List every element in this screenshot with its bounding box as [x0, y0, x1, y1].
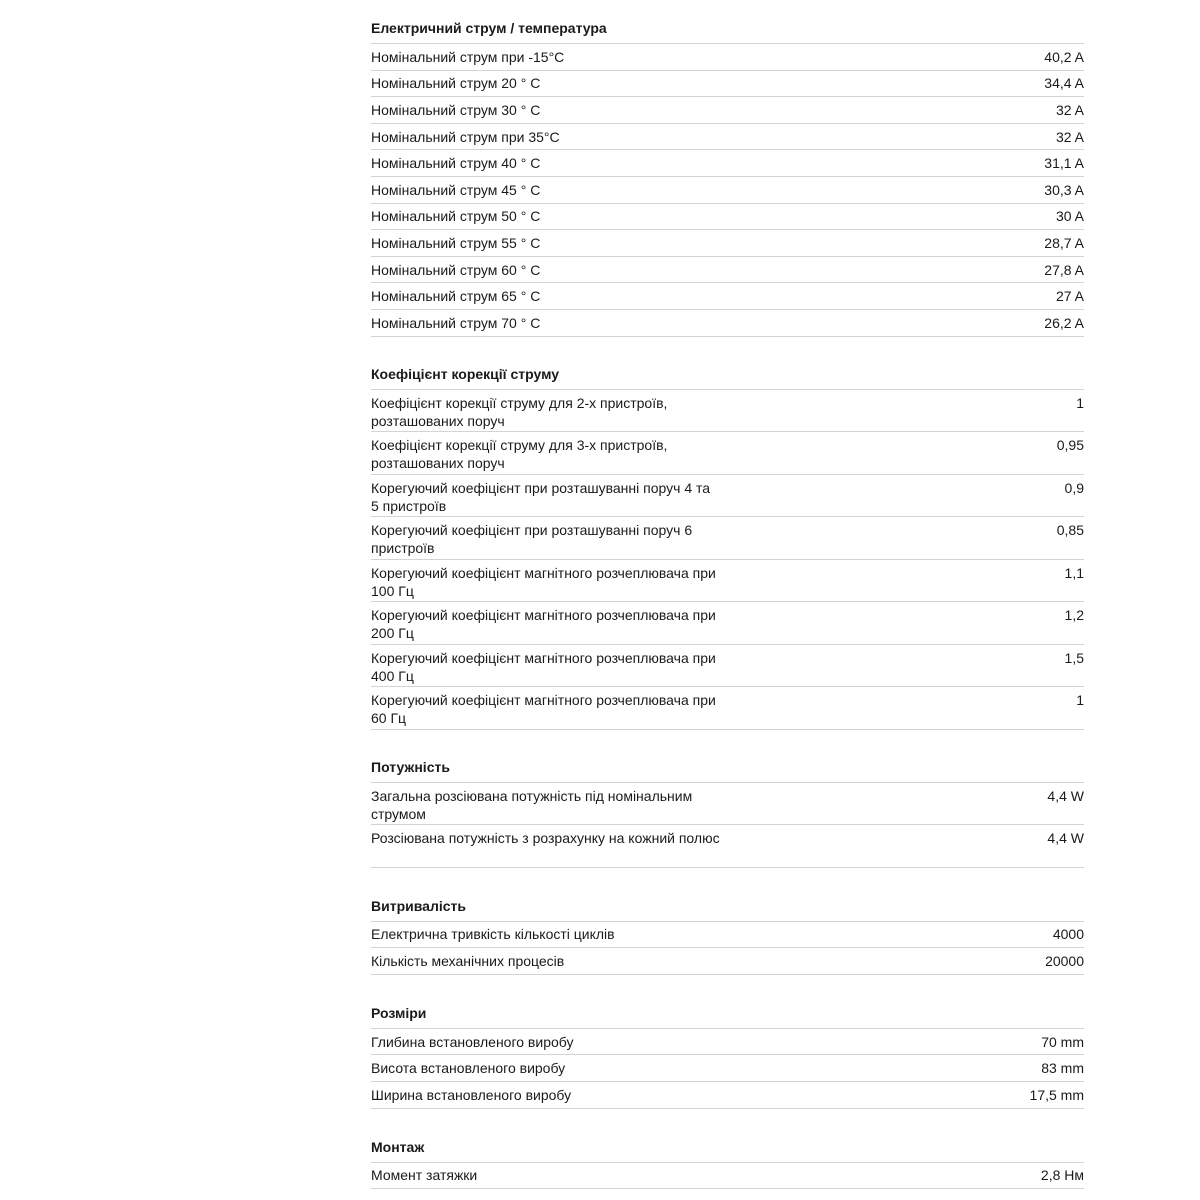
spec-row — [371, 432, 1084, 475]
spec-value: 4,4 W — [1047, 830, 1084, 847]
spec-value: 1 — [1076, 692, 1084, 709]
spec-value: 1 — [1076, 394, 1084, 411]
section-spacer — [371, 868, 1084, 895]
spec-value: 32 A — [1055, 128, 1084, 145]
spec-row — [371, 44, 1084, 71]
section-spacer — [371, 730, 1084, 756]
spec-value: 30,3 A — [1044, 181, 1084, 198]
spec-value: 40,2 A — [1044, 48, 1084, 65]
section-endurance — [371, 895, 1084, 975]
section-correction-factor — [371, 363, 1084, 730]
spec-row — [371, 124, 1084, 151]
spec-label: Номінальний струм 60 ° C — [371, 261, 541, 278]
spec-label: Висота встановленого виробу — [371, 1060, 566, 1077]
spec-row — [371, 687, 1084, 730]
spec-label: Момент затяжки — [371, 1167, 478, 1184]
spec-row — [371, 1163, 1084, 1190]
spec-label: Номінальний струм 40 ° C — [371, 155, 541, 172]
spec-row — [371, 390, 1084, 433]
spec-value: 34,4 A — [1044, 75, 1084, 92]
spec-row — [371, 150, 1084, 177]
section-dimensions — [371, 1002, 1084, 1109]
spec-row — [371, 204, 1084, 231]
section-title: Розміри — [371, 1002, 1084, 1029]
spec-value: 28,7 A — [1044, 234, 1084, 251]
spec-label: Корегуючий коефіцієнт магнітного розчеплювача при 200 Гц — [371, 607, 716, 642]
spec-row — [371, 1082, 1084, 1109]
section-spacer — [371, 1109, 1084, 1136]
spec-row — [371, 310, 1084, 337]
spec-row — [371, 230, 1084, 257]
spec-label: Електрична тривкість кількості циклів — [371, 926, 615, 943]
spec-label: Корегуючий коефіцієнт магнітного розчеплювача при 100 Гц — [371, 564, 716, 599]
spec-value: 70 mm — [1041, 1033, 1084, 1050]
section-title: Витривалість — [371, 895, 1084, 922]
spec-row — [371, 922, 1084, 949]
spec-row — [371, 560, 1084, 603]
spec-label: Номінальний струм 70 ° C — [371, 314, 541, 331]
spec-row — [371, 825, 1084, 868]
spec-label: Номінальний струм при 35°C — [371, 128, 560, 145]
spec-label: Корегуючий коефіцієнт магнітного розчеплювача при 400 Гц — [371, 649, 716, 684]
section-mounting — [371, 1136, 1084, 1190]
spec-sheet — [371, 17, 1084, 1189]
spec-label: Кількість механічних процесів — [371, 952, 565, 969]
section-spacer — [371, 337, 1084, 363]
spec-row — [371, 71, 1084, 98]
spec-value: 20000 — [1045, 952, 1084, 969]
spec-value: 0,85 — [1056, 522, 1084, 539]
spec-value: 27,8 A — [1044, 261, 1084, 278]
spec-label: Коефіцієнт корекції струму для 2-х пристроїв, розташованих поруч — [371, 394, 668, 429]
spec-value: 26,2 A — [1044, 314, 1084, 331]
section-title: Електричний струм / температура — [371, 17, 1084, 44]
spec-row — [371, 257, 1084, 284]
spec-value: 1,1 — [1064, 564, 1084, 581]
spec-label: Номінальний струм 55 ° C — [371, 234, 541, 251]
spec-label: Коефіцієнт корекції струму для 3-х пристроїв, розташованих поруч — [371, 437, 668, 472]
spec-row — [371, 783, 1084, 826]
spec-value: 17,5 mm — [1029, 1086, 1084, 1103]
spec-label: Номінальний струм 50 ° C — [371, 208, 541, 225]
spec-label: Номінальний струм 30 ° C — [371, 101, 541, 118]
spec-label: Глибина встановленого виробу — [371, 1033, 574, 1050]
spec-value: 30 A — [1055, 208, 1084, 225]
spec-label: Номінальний струм 45 ° C — [371, 181, 541, 198]
spec-row — [371, 475, 1084, 518]
spec-value: 83 mm — [1041, 1060, 1084, 1077]
section-title: Коефіцієнт корекції струму — [371, 363, 1084, 390]
spec-row — [371, 283, 1084, 310]
section-title: Потужність — [371, 756, 1084, 783]
spec-row — [371, 1029, 1084, 1056]
spec-row — [371, 948, 1084, 975]
section-power — [371, 756, 1084, 868]
spec-row — [371, 602, 1084, 645]
spec-label: Номінальний струм 65 ° C — [371, 288, 541, 305]
spec-value: 31,1 A — [1044, 155, 1084, 172]
spec-value: 0,9 — [1064, 479, 1084, 496]
spec-label: Корегуючий коефіцієнт при розташуванні поруч 6 пристроїв — [371, 522, 693, 557]
spec-label: Ширина встановленого виробу — [371, 1086, 572, 1103]
spec-row — [371, 645, 1084, 688]
spec-value: 27 A — [1055, 288, 1084, 305]
spec-label: Номінальний струм 20 ° C — [371, 75, 541, 92]
spec-label: Розсіювана потужність з розрахунку на кожний полюс — [371, 830, 720, 847]
spec-label: Корегуючий коефіцієнт магнітного розчеплювача при 60 Гц — [371, 692, 716, 727]
spec-value: 0,95 — [1056, 437, 1084, 454]
spec-row — [371, 517, 1084, 560]
spec-row — [371, 1055, 1084, 1082]
spec-value: 4000 — [1052, 926, 1084, 943]
spec-value: 1,5 — [1064, 649, 1084, 666]
spec-value: 2,8 Нм — [1040, 1167, 1084, 1184]
section-spacer — [371, 975, 1084, 1002]
spec-row — [371, 177, 1084, 204]
spec-label: Корегуючий коефіцієнт при розташуванні поруч 4 та 5 пристроїв — [371, 479, 711, 514]
spec-value: 4,4 W — [1047, 787, 1084, 804]
spec-label: Загальна розсіювана потужність під номінальним струмом — [371, 787, 693, 822]
section-title: Монтаж — [371, 1136, 1084, 1163]
spec-row — [371, 97, 1084, 124]
spec-label: Номінальний струм при -15°C — [371, 48, 565, 65]
spec-value: 1,2 — [1064, 607, 1084, 624]
spec-value: 32 A — [1055, 101, 1084, 118]
section-current-temperature — [371, 17, 1084, 337]
